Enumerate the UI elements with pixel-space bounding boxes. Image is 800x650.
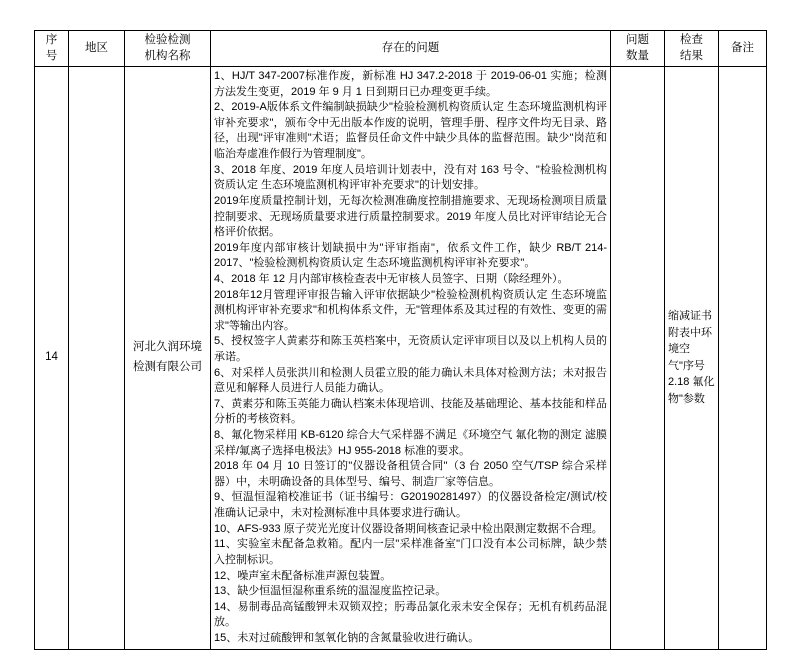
issue-item: 15、未对过硫酸钾和氢氧化钠的含氮量验收进行确认。 [214,631,480,644]
column-header-region [69,31,125,67]
issue-item: 9、恒温恒湿箱校准证书（证书编号：G20190281497）的仪器设备检定/测试/校准确认记录中，未对检测标准中具体要求进行确认。 [214,491,607,520]
issue-item: 7、黄素芬和陈玉英能力确认档案未体现培训、技能及基础理论、基本技能和样品分析的考核资料。 [214,397,607,426]
table-row [35,67,767,650]
issue-item: 11、实验室未配备急救箱。配内一层"采样准备室"门口没有本公司标牌，缺少禁入控制标识。 [214,538,607,566]
column-header-count-line2: 数量 [626,49,649,62]
issue-item: 2019年度内部审核计划缺损中为"评审指南"，依系文件工作，缺少 RB/T 214-2017、"检验检测机构资质认定 生态环境监测机构评审补充要求"。 [214,241,607,270]
column-header-issues [211,31,611,67]
column-header-result-line1: 检查 [680,34,703,46]
column-header-org-line2: 机构名称 [144,49,191,62]
issue-item: 12、噪声室未配备标准声源包装置。 [214,569,392,582]
cell-region [69,67,125,650]
issue-item: 2018 年 04 月 10 日签订的"仪器设备租赁合同"（3 台 2050 空气/TSP 综合采样器）中，未明确设备的具体型号、编号、制造厂家等信息。 [214,460,607,488]
cell-count [611,67,665,650]
table-header [35,31,767,67]
table-body [35,67,767,650]
issue-item: 2019年度质量控制计划，无每次检测准确度控制措施要求、无现场检测项目质量控制要求、无现场质量要求进行质量控制要求。2019 年度人员比对评审结论无合格评价依据。 [214,194,607,239]
cell-no: 14 [35,67,69,650]
issue-item: 1、HJ/T 347-2007标准作废，新标准 HJ 347.2-2018 于 2019-06-01 实施；检测方法发生变更，2019 年 9 月 1 日到期日已办理变更手续。 [214,70,607,98]
issue-item: 5、授权签字人黄素芬和陈玉英档案中，无资质认定评审项目以及以上机构人员的承诺。 [214,335,607,363]
column-header-org-line1: 检验检测 [144,34,191,46]
column-header-count-line1: 问题 [626,34,649,46]
issue-item: 2、2019-A版体系文件编制缺损缺少"检验检测机构资质认定 生态环境监测机构评审补充要求"，颁布令中无出版本作废的说明，管理手册、程序文件均无目录、路径，出现"评审准则"术语；监督员任命文件中缺少具体的监督范围。缺少"岗范和临治寿虚准作假行为管理制度"。 [214,101,607,161]
issue-item: 14、易制毒品高锰酸钾未双锁双控；肟毒品氯化汞未安全保存；无机有机药品混放。 [214,600,607,629]
issue-item: 8、氟化物采样用 KB-6120 综合大气采样器不满足《环境空气 氟化物的测定 滤膜采样/氟离子选择电极法》HJ 955-2018 标准的要求。 [214,429,607,457]
column-header-no [35,31,69,67]
cell-result: 缩减证书附表中环境空气"序号2.18 氟化物"参数 [665,67,719,650]
issue-item: 4、2018 年 12 月内部审核检查表中无审核人员签字、日期（除经理外）。 [214,272,569,285]
issue-item: 2018年12月管理评审报告输入评审依据缺少"检验检测机构资质认定 生态环境监测机构评审补充要求"和机构体系文件，无"管理体系及其过程的有效性、变更的需求"等输出内容。 [214,288,607,332]
cell-org: 河北久润环境检测有限公司 [125,67,211,650]
cell-issues [211,67,611,650]
issue-item: 10、AFS-933 原子荧光光度计仪器设备期间核查记录中检出限测定数据不合理。 [214,522,603,535]
issue-item: 3、2018 年度、2019 年度人员培训计划表中，没有对 163 号令、"检验检测机构资质认定 生态环境监测机构评审补充要求"的计划安排。 [214,163,607,192]
column-header-no-line2: 号 [45,49,58,62]
column-header-org [125,31,211,67]
column-header-region-line1: 地区 [85,41,108,54]
column-header-remark [719,31,767,67]
column-header-issues-line1: 存在的问题 [381,41,440,54]
column-header-result-line2: 结果 [680,49,703,62]
column-header-count [611,31,665,67]
table-header-row [35,31,767,67]
cell-remark [719,67,767,650]
issue-item: 6、对采样人员张洪川和检测人员霍立股的能力确认未具体对检测方法；未对报告意见和解释人员进行人员能力确认。 [214,366,607,395]
column-header-remark-line1: 备注 [731,41,754,54]
column-header-no-line1: 序 [45,34,58,46]
issue-item: 13、缺少恒温恒湿称重系统的温湿度监控记录。 [214,585,447,598]
inspection-issues-table [34,30,767,650]
column-header-result [665,31,719,67]
